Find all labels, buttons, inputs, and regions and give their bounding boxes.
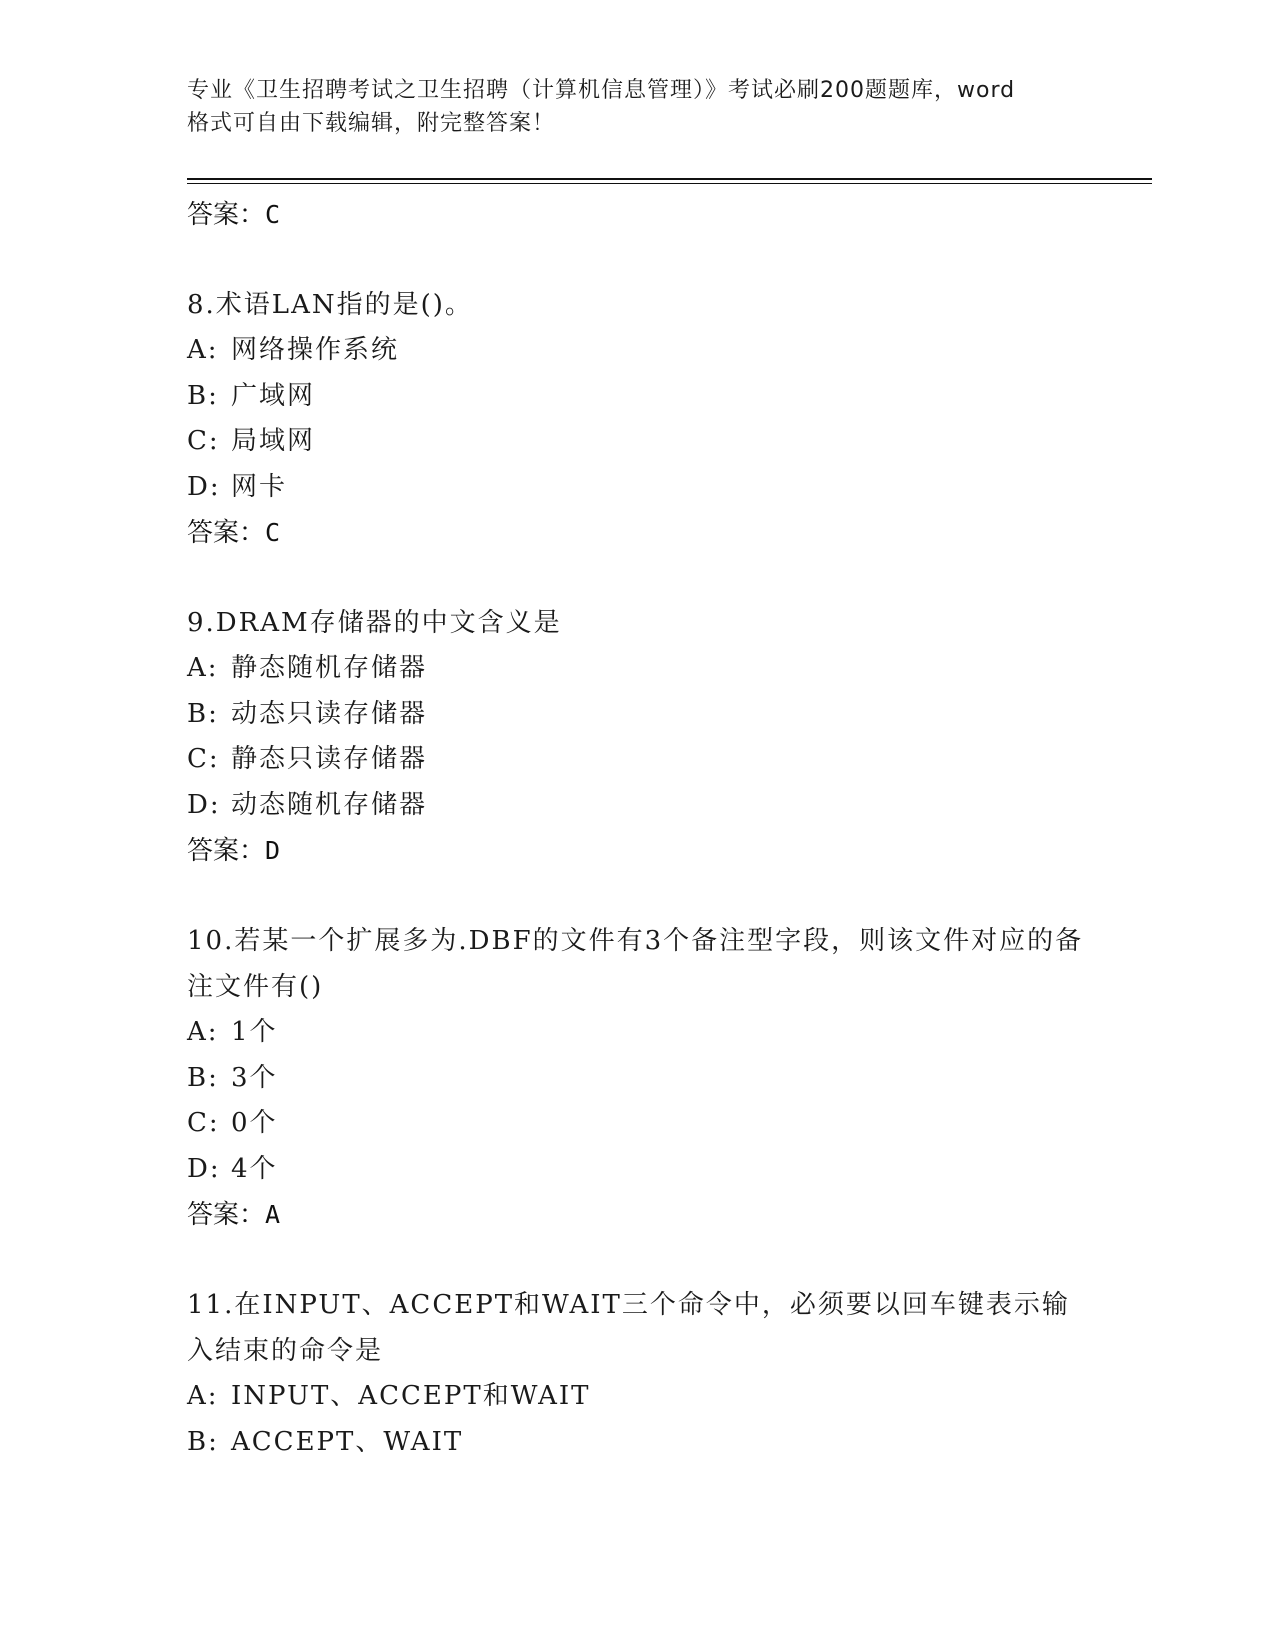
option-a	[187, 328, 1087, 374]
answer-value: C	[265, 518, 281, 547]
option-text: 网卡	[231, 471, 288, 502]
question-8	[187, 282, 1087, 555]
option-key: B:	[187, 698, 219, 729]
option-key: D:	[187, 1153, 221, 1184]
option-key: A:	[187, 1381, 219, 1411]
answer-label: 答案：	[187, 200, 266, 230]
answer-label: 答案：	[187, 1200, 266, 1230]
option-text: 局域网	[231, 426, 316, 456]
question-text: 9.DRAM存储器的中文含义是	[187, 608, 562, 638]
document-header	[187, 74, 1087, 140]
option-key: B:	[187, 380, 219, 411]
option-text: 动态只读存储器	[231, 698, 428, 729]
option-c	[187, 1101, 1087, 1147]
header-divider	[187, 178, 1152, 180]
option-a	[187, 646, 1087, 692]
option-text: 动态随机存储器	[231, 789, 428, 820]
option-key: D:	[187, 789, 221, 820]
option-b	[187, 374, 1087, 420]
answer-label: 答案：	[187, 836, 266, 866]
header-divider-thin	[187, 183, 1152, 184]
option-b	[187, 1056, 1087, 1102]
option-text: ACCEPT、WAIT	[231, 1426, 464, 1457]
option-text: 静态只读存储器	[231, 744, 428, 774]
option-c	[187, 419, 1087, 465]
option-text: 3个	[231, 1062, 278, 1093]
header-line-1: 专业《卫生招聘考试之卫生招聘（计算机信息管理）》考试必刷200题题库，word	[187, 78, 1016, 103]
option-text: INPUT、ACCEPT和WAIT	[231, 1381, 591, 1411]
option-text: 4个	[231, 1153, 278, 1184]
option-key: C:	[187, 426, 220, 456]
answer-label: 答案：	[187, 518, 266, 548]
option-key: B:	[187, 1062, 219, 1093]
option-key: A:	[187, 653, 219, 683]
option-d	[187, 465, 1087, 511]
option-key: B:	[187, 1426, 219, 1457]
answer-value: D	[265, 836, 281, 865]
answer-line	[187, 828, 1087, 873]
answer-value: A	[265, 1200, 281, 1229]
option-text: 静态随机存储器	[231, 653, 428, 683]
option-a	[187, 1374, 1087, 1420]
previous-answer	[187, 192, 1087, 237]
answer-line	[187, 1192, 1087, 1237]
question-list	[187, 192, 1087, 1465]
option-b	[187, 692, 1087, 738]
option-key: A:	[187, 1017, 219, 1047]
option-text: 广域网	[231, 380, 316, 411]
header-line-2: 格式可自由下载编辑，附完整答案！	[187, 111, 556, 136]
option-b	[187, 1420, 1087, 1466]
option-d	[187, 1147, 1087, 1193]
option-d	[187, 783, 1087, 829]
option-key: A:	[187, 335, 219, 365]
option-key: C:	[187, 744, 220, 774]
question-text: 11.在INPUT、ACCEPT和WAIT三个命令中，必须要以回车键表示输入结束的命令是	[187, 1290, 1070, 1366]
option-key: D:	[187, 471, 221, 502]
question-11	[187, 1282, 1087, 1465]
question-text: 8.术语LAN指的是()。	[187, 290, 473, 320]
option-key: C:	[187, 1108, 220, 1138]
option-c	[187, 737, 1087, 783]
option-a	[187, 1010, 1087, 1056]
answer-line	[187, 510, 1087, 555]
option-text: 1个	[231, 1017, 278, 1047]
question-9	[187, 600, 1087, 873]
option-text: 网络操作系统	[231, 335, 400, 365]
question-10	[187, 918, 1087, 1237]
answer-value: C	[265, 200, 281, 229]
question-text: 10.若某一个扩展多为.DBF的文件有3个备注型字段，则该文件对应的备注文件有()	[187, 926, 1084, 1002]
option-text: 0个	[231, 1108, 278, 1138]
